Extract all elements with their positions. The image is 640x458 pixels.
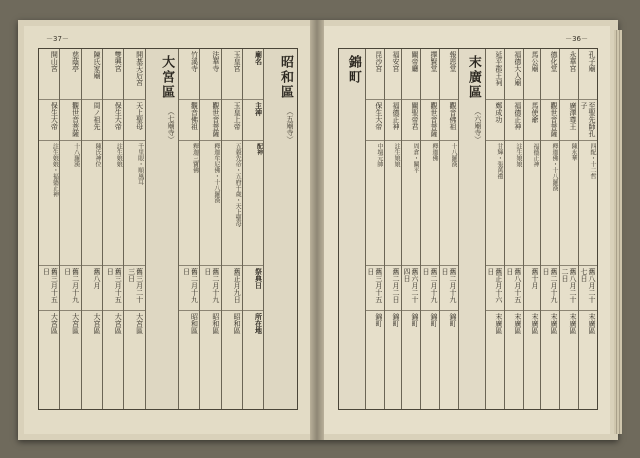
main-deity: 關聖帝君 (402, 100, 420, 141)
companion-deities: 福德正神 (524, 141, 540, 266)
festival-date: 舊八月二十七日 (579, 266, 597, 311)
companion-deities: 陳永華 (560, 141, 578, 266)
temple-name: 雙興宮 (103, 49, 123, 100)
main-deity: 至聖先師孔子 (579, 100, 597, 141)
table-row (123, 49, 144, 409)
table-row (384, 49, 401, 409)
address: 末廣區 (531, 313, 539, 334)
main-deity: 觀世音菩薩 (60, 100, 80, 141)
header-name: 廟名 (243, 49, 263, 100)
temple-name: 法華寺 (200, 49, 220, 100)
main-deity: 觀世音菩薩 (200, 100, 220, 141)
address: 錦町 (374, 313, 383, 327)
address: 錦町 (411, 313, 419, 327)
table-row (221, 49, 242, 409)
header-companion: 配神 (243, 141, 263, 266)
main-deity: 觀世音菩薩 (541, 100, 559, 141)
festival-date: 舊三月十五日 (39, 266, 59, 311)
companion-deities: 陳氏神位 (82, 141, 102, 266)
district-title: 大宮區 (159, 55, 175, 100)
festival-date: 舊二月十九日 (421, 266, 439, 311)
festival-date: 舊二月十九日 (440, 266, 458, 311)
festival-date: 舊三月二十三日 (124, 266, 144, 311)
district-count: （五廟寺） (286, 108, 294, 143)
festival-date: 舊二月十九日 (541, 266, 559, 311)
main-deity: 周ノ祖先 (82, 100, 102, 141)
temple-name: 昆沙宮 (366, 49, 384, 100)
festival-date: 舊八月 (82, 266, 102, 311)
temple-name: 陳氏家廟 (82, 49, 102, 100)
temple-name: 關帝廳 (402, 49, 420, 100)
temple-name: 開山宮 (39, 49, 59, 100)
open-book (18, 20, 618, 440)
temple-name: 延平郡王祠 (486, 49, 504, 100)
header-address: 所在地 (254, 313, 264, 334)
temple-name: 竹溪寺 (179, 49, 199, 100)
address: 大宮區 (114, 313, 123, 334)
table-row (59, 49, 80, 409)
festival-date: 舊二月二日 (385, 266, 401, 311)
festival-date: 舊三月十五日 (103, 266, 123, 311)
festival-date: 舊正月九日 (222, 266, 242, 311)
table-row (439, 49, 458, 409)
temple-name: 擇賢堂 (421, 49, 439, 100)
main-deity: 鄭成功 (486, 100, 504, 141)
table-row (540, 49, 559, 409)
table-row (39, 49, 59, 409)
festival-date: 舊正月十六日 (486, 266, 504, 311)
companion-deities: 釋迦佛・十八羅漢 (541, 141, 559, 266)
address: 昭和區 (190, 313, 199, 334)
festival-date: 舊二月十九日 (179, 266, 199, 311)
page-number: －37－ (46, 35, 69, 43)
district-title: 昭和區 (278, 55, 293, 100)
page-edges (614, 30, 622, 434)
main-deity: 廣澤尊王 (560, 100, 578, 141)
address: 大宮區 (135, 313, 144, 334)
companion-deities: 甘輝・張萬禮 (486, 141, 504, 266)
table-row (523, 49, 540, 409)
temple-name: 永華宮 (560, 49, 578, 100)
district-column (263, 49, 297, 409)
right-page (324, 26, 610, 434)
address: 錦町 (392, 313, 400, 327)
festival-date: 舊二月十九日 (60, 266, 80, 311)
companion-deities: 釋迦佛 (421, 141, 439, 266)
temple-table (338, 48, 598, 410)
table-row (401, 49, 420, 409)
address: 錦町 (449, 313, 457, 327)
companion-deities: 註生娘娘 (385, 141, 401, 266)
table-row (578, 49, 597, 409)
address: 昭和區 (211, 313, 220, 334)
festival-date: 舊六月二十四日 (402, 266, 420, 311)
companion-deities: 中壇元帥 (366, 141, 384, 266)
main-deity: 保生大帝 (366, 100, 384, 141)
companion-deities: 註生娘娘 (103, 141, 123, 266)
address: 昭和區 (233, 313, 242, 334)
district-column (458, 49, 485, 409)
table-row (102, 49, 123, 409)
address: 末廣區 (550, 313, 558, 334)
festival-date: 舊三月十五日 (366, 266, 384, 311)
companion-deities: 註生娘娘・福德正神 (39, 141, 59, 266)
temple-name: 開基天后宮 (124, 49, 144, 100)
header-main-deity: 主神 (243, 100, 263, 141)
page-number: －36－ (565, 35, 588, 43)
book-gutter (310, 20, 324, 440)
table-row (420, 49, 439, 409)
companion-deities: 註生娘娘 (505, 141, 523, 266)
address: 末廣區 (588, 313, 596, 334)
festival-date: 舊十月 (524, 266, 540, 311)
temple-name: 福安宮 (385, 49, 401, 100)
temple-name: 馬公廟 (524, 49, 540, 100)
main-deity: 觀音佛祖 (440, 100, 458, 141)
main-deity: 福德正神 (385, 100, 401, 141)
table-row (504, 49, 523, 409)
header-column (242, 49, 263, 409)
district-count: （七廟寺） (167, 108, 176, 143)
companion-deities: 釋迦牟尼佛・十八羅漢 (200, 141, 220, 266)
main-deity: 福德正神 (505, 100, 523, 141)
companion-deities: 十八羅漢 (440, 141, 458, 266)
temple-name: 德化堂 (541, 49, 559, 100)
address: 大宮區 (92, 313, 101, 334)
companion-deities: 四配・十二哲 (579, 141, 597, 266)
district-column (145, 49, 179, 409)
main-deity: 觀世音菩薩 (421, 100, 439, 141)
district-column (339, 49, 365, 409)
address: 大宮區 (50, 313, 59, 334)
companion-deities: 五穀先帝・五府千歲・天上聖母 (222, 141, 242, 266)
address: 錦町 (430, 313, 438, 327)
temple-table (38, 48, 298, 410)
main-deity: 馬使爺 (524, 100, 540, 141)
festival-date: 舊二月十九日 (200, 266, 220, 311)
main-deity: 觀音佛祖 (179, 100, 199, 141)
temple-name: 慈蔭亭 (60, 49, 80, 100)
address: 末廣區 (494, 313, 503, 334)
companion-deities: 千里眼・順風耳 (124, 141, 144, 266)
address: 末廣區 (513, 313, 522, 334)
table-row (199, 49, 220, 409)
district-count: （六廟寺） (473, 108, 482, 143)
companion-deities: 十八羅漢 (60, 141, 80, 266)
main-deity: 保生大帝 (103, 100, 123, 141)
table-row (178, 49, 199, 409)
address: 末廣區 (569, 313, 577, 334)
main-deity: 天上聖母 (124, 100, 144, 141)
address: 大宮區 (71, 313, 80, 334)
temple-name: 孔子廟 (579, 49, 597, 100)
district-title: 錦町 (345, 55, 361, 85)
festival-date: 舊八月二十二日 (560, 266, 578, 311)
table-row (485, 49, 504, 409)
temple-name: 玉皇宮 (222, 49, 242, 100)
district-title: 末廣區 (465, 55, 481, 100)
left-page (24, 26, 310, 434)
festival-date: 舊八月十五日 (505, 266, 523, 311)
main-deity: 玉皇上帝 (222, 100, 242, 141)
temple-name: 報恩堂 (440, 49, 458, 100)
main-deity: 保生大帝 (39, 100, 59, 141)
table-row (559, 49, 578, 409)
companion-deities: 周倉・關平 (402, 141, 420, 266)
table-row (365, 49, 384, 409)
header-date: 祭典日 (243, 266, 263, 311)
companion-deities: 釋迦三寶佛 (179, 141, 199, 266)
table-row (81, 49, 102, 409)
temple-name: 福德大人廟 (505, 49, 523, 100)
